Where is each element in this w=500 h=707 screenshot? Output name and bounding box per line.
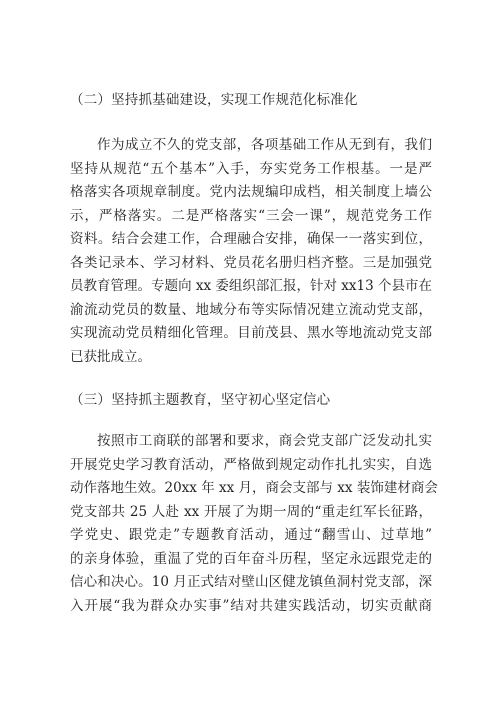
text-line: 开展党史学习教育活动，严格做到规定动作扎扎实实，自选: [70, 456, 432, 473]
text-line: 按照市工商联的部署和要求，商会党支部广泛发动扎实: [97, 433, 432, 449]
text-line: 的亲身体验，重温了党的百年奋斗历程，坚定永远跟党走的: [70, 550, 432, 567]
text-line: 示，严格落实。二是严格落实“三会一课”，规范党务工作: [70, 207, 432, 224]
section-heading-basic-construction: （二）坚持抓基础建设，实现工作规范化标准化: [70, 92, 358, 108]
text-line: 已获批成立。: [70, 348, 151, 365]
text-line: 实现流动党员精细化管理。目前茂县、黑水等地流动党支部: [70, 325, 432, 341]
text-line: 渝流动党员的数量、地域分布等实际情况建立流动党支部，: [70, 301, 432, 318]
text-line: 动作落地生效。20xx 年 xx 月，商会支部与 xx 装饰建材商会: [70, 480, 438, 496]
text-line: 作为成立不久的党支部，各项基础工作从无到有，我们: [97, 137, 432, 153]
text-line: 坚持从规范“五个基本”入手，夯实党务工作根基。一是严: [70, 160, 432, 177]
text-line: 各类记录本、学习材料、党员花名册归档齐整。三是加强党: [70, 254, 432, 271]
section-heading-theme-education: （三）坚持抓主题教育，坚守初心坚定信心: [70, 392, 331, 408]
text-line: 党支部共 25 人赴 xx 开展了为期一周的“重走红军长征路，: [70, 503, 432, 520]
text-line: 资料。结合会建工作，合理融合安排，确保一一落实到位，: [70, 231, 432, 247]
text-line: 学党史、跟党走”专题教育活动，通过“翻雪山、过草地”: [70, 527, 432, 543]
text-line: 信心和决心。10 月正式结对壁山区健龙镇鱼洞村党支部，深: [70, 574, 432, 590]
text-line: 员教育管理。专题向 xx 委组织部汇报，针对 xx13 个县市在: [70, 278, 432, 294]
text-line: 入开展“我为群众办实事”结对共建实践活动，切实贡献商: [70, 597, 432, 614]
text-line: 格落实各项规章制度。党内法规编印成档，相关制度上墙公: [70, 184, 432, 200]
paragraph-theme-education: [70, 430, 438, 618]
paragraph-basic-construction: [70, 134, 432, 369]
